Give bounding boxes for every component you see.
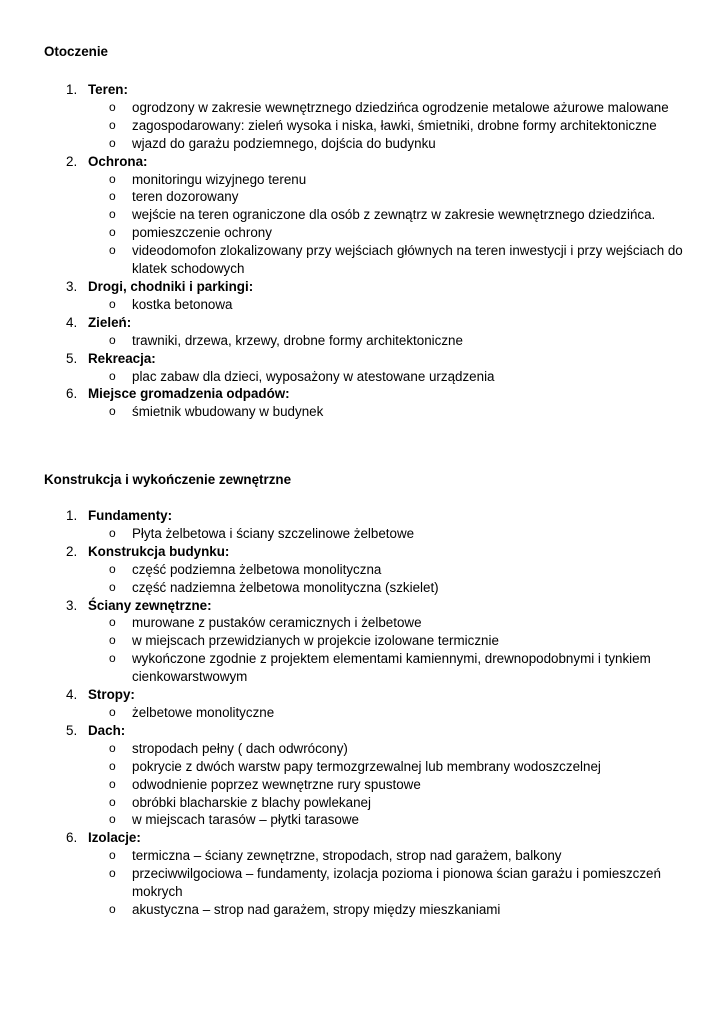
- bullet-icon: o: [109, 296, 116, 311]
- sub-list: [88, 99, 684, 153]
- sub-list: [88, 403, 684, 421]
- item-heading: Miejsce gromadzenia odpadów:: [88, 386, 290, 402]
- list-item: [44, 722, 684, 829]
- sub-item: [88, 332, 684, 350]
- item-number: 6.: [66, 830, 78, 846]
- bullet-icon: o: [109, 633, 116, 648]
- sub-item: [88, 135, 684, 153]
- bullet-icon: o: [109, 704, 116, 719]
- list-item: [44, 543, 684, 597]
- bullet-icon: o: [109, 615, 116, 630]
- item-heading: Stropy:: [88, 687, 135, 703]
- sub-item: [88, 188, 684, 206]
- bullet-icon: o: [109, 740, 116, 755]
- sub-list: [88, 171, 684, 278]
- bullet-icon: o: [109, 794, 116, 809]
- sub-item: [88, 403, 684, 421]
- list-item: [44, 385, 684, 421]
- item-heading: Drogi, chodniki i parkingi:: [88, 278, 254, 294]
- sub-item-text: część nadziemna żelbetowa monolityczna (szkielet): [132, 579, 439, 595]
- list-item: [44, 153, 684, 278]
- list-item: [44, 507, 684, 543]
- sub-item-text: trawniki, drzewa, krzewy, drobne formy architektoniczne: [132, 332, 463, 348]
- sub-item: [88, 740, 684, 758]
- item-number: 5.: [66, 722, 78, 738]
- bullet-icon: o: [109, 368, 116, 383]
- sub-list: [88, 704, 684, 722]
- sub-item-text: kostka betonowa: [132, 296, 233, 312]
- item-number: 6.: [66, 386, 78, 402]
- sub-item-text: murowane z pustaków ceramicznych i żelbetowe: [132, 615, 422, 631]
- otoczenie-list: [44, 81, 684, 421]
- bullet-icon: o: [109, 243, 116, 258]
- bullet-icon: o: [109, 189, 116, 204]
- sub-item: [88, 794, 684, 812]
- sub-item-text: wjazd do garażu podziemnego, dojścia do budynku: [132, 135, 436, 151]
- sub-item: [88, 650, 684, 686]
- sub-item-text: stropodach pełny ( dach odwrócony): [132, 740, 348, 756]
- sub-item: [88, 368, 684, 386]
- list-item: [44, 350, 684, 386]
- sub-item: [88, 758, 684, 776]
- sub-item: [88, 632, 684, 650]
- sub-item-text: przeciwwilgociowa – fundamenty, izolacja pozioma i pionowa ścian garażu i pomieszczeń mokrych: [132, 866, 661, 900]
- bullet-icon: o: [109, 776, 116, 791]
- sub-item-text: śmietnik wbudowany w budynek: [132, 404, 324, 420]
- bullet-icon: o: [109, 135, 116, 150]
- sub-item-text: żelbetowe monolityczne: [132, 704, 275, 720]
- bullet-icon: o: [109, 758, 116, 773]
- sub-item: [88, 811, 684, 829]
- bullet-icon: o: [109, 117, 116, 132]
- item-heading: Izolacje:: [88, 830, 141, 846]
- item-heading: Zieleń:: [88, 314, 132, 330]
- item-heading: Dach:: [88, 722, 126, 738]
- sub-item: [88, 614, 684, 632]
- sub-list: [88, 525, 684, 543]
- list-item: [44, 597, 684, 687]
- item-number: 3.: [66, 597, 78, 613]
- sub-item-text: akustyczna – strop nad garażem, stropy między mieszkaniami: [132, 901, 501, 917]
- list-item: [44, 686, 684, 722]
- sub-item: [88, 579, 684, 597]
- bullet-icon: o: [109, 207, 116, 222]
- list-item: [44, 278, 684, 314]
- item-number: 5.: [66, 350, 78, 366]
- sub-item-text: pomieszczenie ochrony: [132, 225, 272, 241]
- sub-item: [88, 865, 684, 901]
- sub-item-text: część podziemna żelbetowa monolityczna: [132, 561, 382, 577]
- item-heading: Konstrukcja budynku:: [88, 543, 230, 559]
- item-number: 2.: [66, 153, 78, 169]
- sub-list: [88, 332, 684, 350]
- sub-item-text: Płyta żelbetowa i ściany szczelinowe żelbetowe: [132, 525, 415, 541]
- sub-item: [88, 704, 684, 722]
- bullet-icon: o: [109, 866, 116, 881]
- konstrukcja-list: [44, 507, 684, 919]
- bullet-icon: o: [109, 579, 116, 594]
- sub-list: [88, 847, 684, 919]
- sub-list: [88, 740, 684, 830]
- sub-item-text: pokrycie z dwóch warstw papy termozgrzewalnej lub membrany wodoszczelnej: [132, 758, 601, 774]
- bullet-icon: o: [109, 812, 116, 827]
- list-item: [44, 81, 684, 153]
- sub-item-text: wykończone zgodnie z projektem elementami kamiennymi, drewnopodobnymi i tynkiem cienkowarstwowym: [132, 651, 651, 685]
- sub-item-text: monitoringu wizyjnego terenu: [132, 171, 307, 187]
- sub-item: [88, 776, 684, 794]
- item-number: 4.: [66, 314, 78, 330]
- item-number: 1.: [66, 508, 78, 523]
- section-title-otoczenie: Otoczenie: [44, 44, 108, 59]
- section-title-konstrukcja: Konstrukcja i wykończenie zewnętrzne: [44, 472, 292, 487]
- item-number: 1.: [66, 82, 78, 97]
- sub-item-text: wejście na teren ograniczone dla osób z zewnątrz w zakresie wewnętrznego dziedzińca.: [132, 207, 656, 223]
- sub-list: [88, 368, 684, 386]
- bullet-icon: o: [109, 651, 116, 666]
- sub-item: [88, 117, 684, 135]
- sub-item: [88, 901, 684, 919]
- bullet-icon: o: [109, 561, 116, 576]
- sub-item-text: zagospodarowany: zieleń wysoka i niska, ławki, śmietniki, drobne formy architektoniczne: [132, 117, 657, 133]
- list-item: [44, 829, 684, 919]
- sub-item-text: odwodnienie poprzez wewnętrzne rury spustowe: [132, 776, 421, 792]
- list-item: [44, 314, 684, 350]
- sub-item-text: teren dozorowany: [132, 189, 239, 205]
- item-heading: Ściany zewnętrzne:: [88, 597, 212, 613]
- sub-list: [88, 614, 684, 686]
- sub-item: [88, 561, 684, 579]
- sub-item: [88, 296, 684, 314]
- sub-item-text: plac zabaw dla dzieci, wyposażony w atestowane urządzenia: [132, 368, 495, 384]
- sub-item-text: w miejscach przewidzianych w projekcie izolowane termicznie: [132, 633, 499, 649]
- sub-item: [88, 99, 684, 117]
- sub-item: [88, 224, 684, 242]
- sub-item: [88, 847, 684, 865]
- bullet-icon: o: [109, 171, 116, 186]
- sub-item: [88, 171, 684, 189]
- bullet-icon: o: [109, 848, 116, 863]
- item-heading: Teren:: [88, 82, 128, 97]
- sub-item-text: termiczna – ściany zewnętrzne, stropodach, strop nad garażem, balkony: [132, 848, 562, 864]
- sub-item: [88, 206, 684, 224]
- bullet-icon: o: [109, 525, 116, 540]
- sub-item: [88, 525, 684, 543]
- bullet-icon: o: [109, 99, 116, 114]
- item-number: 2.: [66, 543, 78, 559]
- sub-list: [88, 561, 684, 597]
- item-number: 3.: [66, 278, 78, 294]
- sub-item-text: obróbki blacharskie z blachy powlekanej: [132, 794, 371, 810]
- item-heading: Ochrona:: [88, 153, 148, 169]
- bullet-icon: o: [109, 225, 116, 240]
- bullet-icon: o: [109, 901, 116, 916]
- bullet-icon: o: [109, 404, 116, 419]
- item-heading: Fundamenty:: [88, 508, 173, 523]
- sub-item-text: w miejscach tarasów – płytki tarasowe: [132, 812, 359, 828]
- sub-list: [88, 296, 684, 314]
- item-number: 4.: [66, 687, 78, 703]
- item-heading: Rekreacja:: [88, 350, 156, 366]
- sub-item-text: videodomofon zlokalizowany przy wejściach głównych na teren inwestycji i przy wejściach do klatek schodowych: [132, 243, 683, 277]
- sub-item: [88, 242, 684, 278]
- sub-item-text: ogrodzony w zakresie wewnętrznego dziedzińca ogrodzenie metalowe ażurowe malowane: [132, 99, 669, 115]
- bullet-icon: o: [109, 332, 116, 347]
